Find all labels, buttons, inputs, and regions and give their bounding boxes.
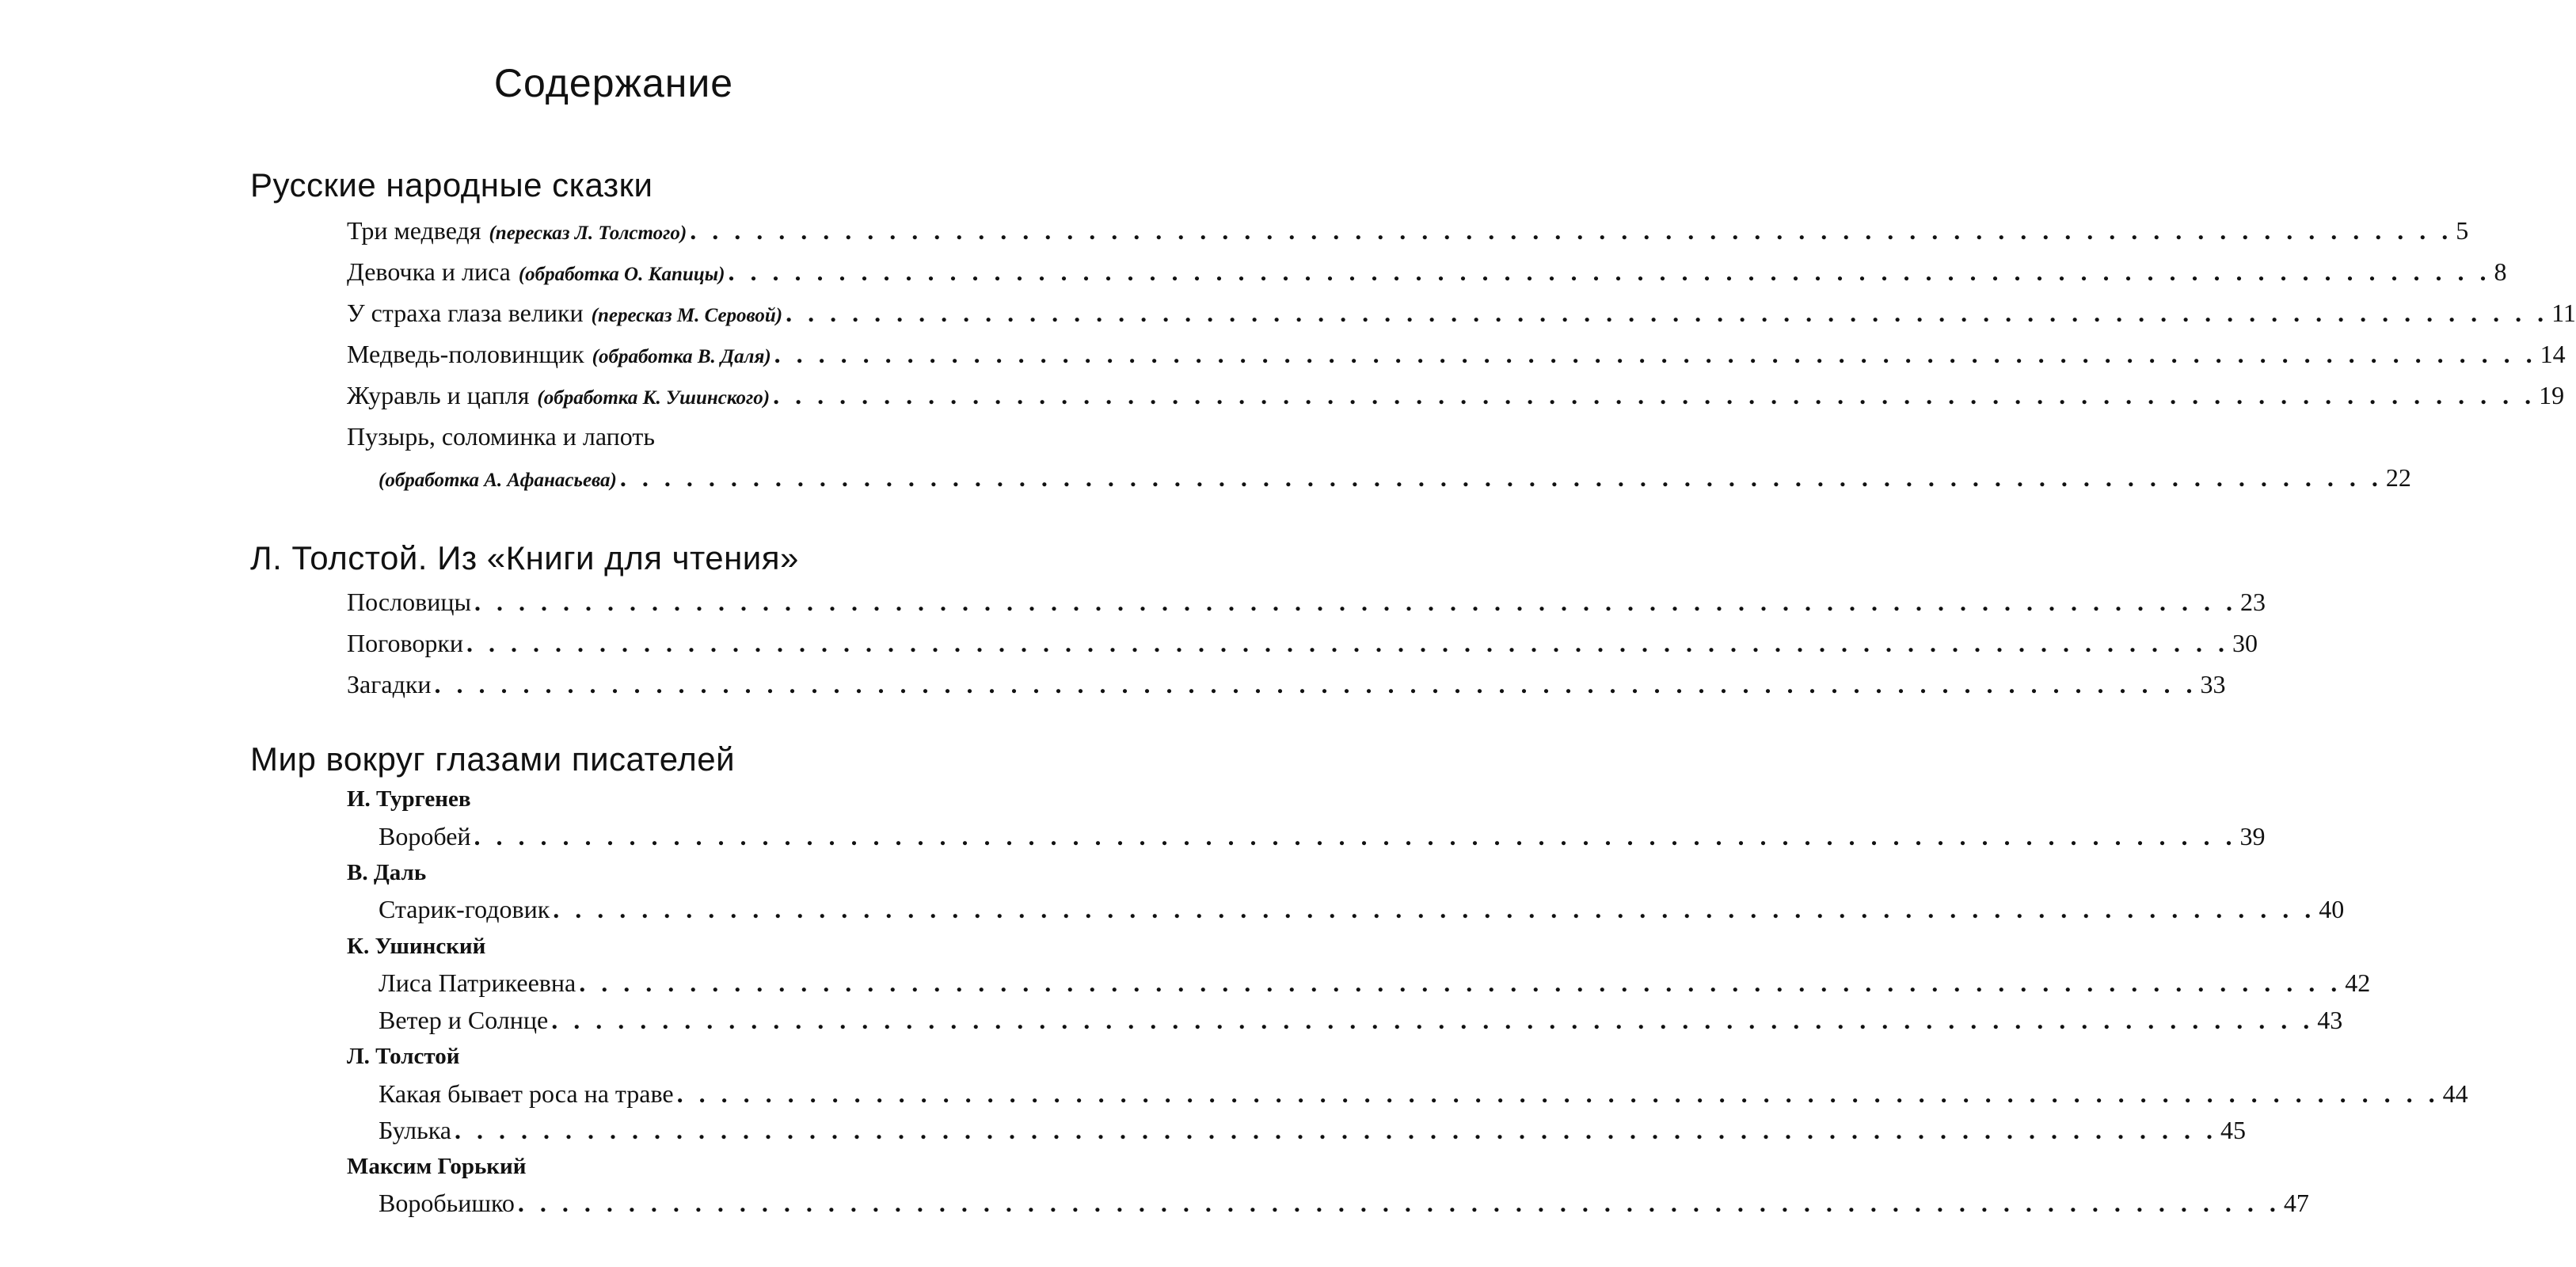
- entry-title: Пузырь, соломинка и лапоть: [347, 422, 655, 451]
- dot-leader: . . . . . . . . . . . . . . . . . . . . . . . . . . . . . . . . . . . . . . . . . . . . . . . . . . . . . . . . . . . . . . . . . . . . . . . . . . . . . . . .: [786, 299, 2549, 327]
- dot-leader: . . . . . . . . . . . . . . . . . . . . . . . . . . . . . . . . . . . . . . . . . . . . . . . . . . . . . . . . . . . . . . . . . . . . . . . . . . . . . . . .: [474, 822, 2237, 850]
- page-number: 19: [2539, 381, 2565, 409]
- dot-leader: . . . . . . . . . . . . . . . . . . . . . . . . . . . . . . . . . . . . . . . . . . . . . . . . . . . . . . . . . . . . . . . . . . . . . . . . . . . . . . . .: [676, 1079, 2440, 1108]
- dot-leader: . . . . . . . . . . . . . . . . . . . . . . . . . . . . . . . . . . . . . . . . . . . . . . . . . . . . . . . . . . . . . . . . . . . . . . . . . . . . . . . .: [466, 629, 2229, 657]
- dot-leader: . . . . . . . . . . . . . . . . . . . . . . . . . . . . . . . . . . . . . . . . . . . . . . . . . . . . . . . . . . . . . . . . . . . . . . . . . . . . . . . .: [551, 1006, 2315, 1034]
- entry-title: Булька: [379, 1116, 451, 1144]
- toc-entry[interactable]: [347, 378, 2565, 413]
- page-number: 30: [2232, 629, 2258, 657]
- page-title: Содержание: [493, 61, 734, 105]
- page-number: 14: [2540, 340, 2566, 368]
- page-number: 22: [2385, 463, 2411, 492]
- entry-title: Девочка и лиса: [347, 257, 511, 286]
- dot-leader: . . . . . . . . . . . . . . . . . . . . . . . . . . . . . . . . . . . . . . . . . . . . . . . . . . . . . . . . . . . . . . . . . . . . . . . . . . . . . . . .: [728, 257, 2491, 286]
- page-number: 47: [2283, 1189, 2309, 1217]
- toc-entry[interactable]: [347, 254, 2507, 289]
- entry-title: Ветер и Солнце: [379, 1006, 549, 1034]
- toc-entry[interactable]: [379, 1113, 2246, 1147]
- entry-note: (пересказ М. Серовой): [591, 305, 783, 326]
- section-heading: Мир вокруг глазами писателей: [250, 740, 736, 778]
- entry-note: (обработка О. Капицы): [518, 264, 725, 285]
- entry-title: Медведь-половинщик: [347, 340, 584, 368]
- entry-title: Пословицы: [347, 588, 471, 616]
- toc-entry[interactable]: [347, 295, 2576, 330]
- toc-entry[interactable]: [347, 584, 2266, 619]
- entry-title: Воробей: [379, 822, 471, 850]
- entry-title: Поговорки: [347, 629, 463, 657]
- dot-leader: . . . . . . . . . . . . . . . . . . . . . . . . . . . . . . . . . . . . . . . . . . . . . . . . . . . . . . . . . . . . . . . . . . . . . . . . . . . . . . . .: [434, 670, 2197, 698]
- dot-leader: . . . . . . . . . . . . . . . . . . . . . . . . . . . . . . . . . . . . . . . . . . . . . . . . . . . . . . . . . . . . . . . . . . . . . . . . . . . . . . . .: [619, 463, 2383, 492]
- section-heading: Русские народные сказки: [250, 166, 653, 204]
- entry-title: Лиса Патрикеевна: [379, 968, 576, 997]
- entry-note: (пересказ Л. Толстого): [489, 223, 687, 244]
- toc-entry[interactable]: [379, 460, 2411, 495]
- page-number: 5: [2456, 216, 2469, 245]
- dot-leader: . . . . . . . . . . . . . . . . . . . . . . . . . . . . . . . . . . . . . . . . . . . . . . . . . . . . . . . . . . . . . . . . . . . . . . . . . . . . . . . .: [474, 588, 2237, 616]
- dot-leader: . . . . . . . . . . . . . . . . . . . . . . . . . . . . . . . . . . . . . . . . . . . . . . . . . . . . . . . . . . . . . . . . . . . . . . . . . . . . . . . .: [774, 340, 2537, 368]
- page-number: 42: [2345, 968, 2371, 997]
- page-number: 43: [2317, 1006, 2343, 1034]
- toc-entry[interactable]: [379, 1076, 2468, 1111]
- section-heading: Л. Толстой. Из «Книги для чтения»: [250, 539, 799, 576]
- author-name: В. Даль: [347, 860, 427, 885]
- toc-entry[interactable]: [379, 819, 2266, 854]
- toc-entry[interactable]: [347, 667, 2226, 702]
- page-number: 44: [2442, 1079, 2468, 1108]
- toc-entry[interactable]: [347, 213, 2469, 248]
- dot-leader: . . . . . . . . . . . . . . . . . . . . . . . . . . . . . . . . . . . . . . . . . . . . . . . . . . . . . . . . . . . . . . . . . . . . . . . . . . . . . . . .: [455, 1116, 2217, 1144]
- page-number: 33: [2200, 670, 2226, 698]
- toc-entry[interactable]: [379, 965, 2371, 1000]
- page-number: 45: [2220, 1116, 2246, 1144]
- page-number: 40: [2319, 895, 2345, 923]
- entry-title: Воробьишко: [379, 1189, 515, 1217]
- page-number: 39: [2239, 822, 2266, 850]
- entry-title: У страха глаза велики: [347, 299, 584, 327]
- dot-leader: . . . . . . . . . . . . . . . . . . . . . . . . . . . . . . . . . . . . . . . . . . . . . . . . . . . . . . . . . . . . . . . . . . . . . . . . . . . . . . . .: [553, 895, 2316, 923]
- dot-leader: . . . . . . . . . . . . . . . . . . . . . . . . . . . . . . . . . . . . . . . . . . . . . . . . . . . . . . . . . . . . . . . . . . . . . . . . . . . . . . . .: [773, 381, 2536, 409]
- entry-title: Старик-годовик: [379, 895, 550, 923]
- author-name: К. Ушинский: [347, 934, 486, 959]
- entry-title: Загадки: [347, 670, 432, 698]
- dot-leader: . . . . . . . . . . . . . . . . . . . . . . . . . . . . . . . . . . . . . . . . . . . . . . . . . . . . . . . . . . . . . . . . . . . . . . . . . . . . . . . .: [517, 1189, 2281, 1217]
- page-number: 23: [2239, 588, 2266, 616]
- author-name: Максим Горький: [347, 1154, 527, 1179]
- entry-note: (обработка К. Ушинского): [537, 387, 771, 409]
- toc-entry[interactable]: [379, 1003, 2343, 1037]
- page-number: 11: [2551, 299, 2576, 327]
- entry-note: (обработка В. Даля): [592, 346, 771, 367]
- toc-entry[interactable]: [379, 892, 2345, 926]
- toc-entry[interactable]: [379, 1185, 2309, 1220]
- toc-entry: [347, 419, 655, 454]
- entry-title: Три медведя: [347, 216, 481, 245]
- dot-leader: . . . . . . . . . . . . . . . . . . . . . . . . . . . . . . . . . . . . . . . . . . . . . . . . . . . . . . . . . . . . . . . . . . . . . . . . . . . . . . . .: [690, 216, 2453, 245]
- author-name: Л. Толстой: [347, 1044, 460, 1069]
- page-number: 8: [2494, 257, 2507, 286]
- toc-entry[interactable]: [347, 337, 2566, 371]
- entry-note: (обработка А. Афанасьева): [379, 470, 617, 491]
- toc-entry[interactable]: [347, 626, 2258, 660]
- dot-leader: . . . . . . . . . . . . . . . . . . . . . . . . . . . . . . . . . . . . . . . . . . . . . . . . . . . . . . . . . . . . . . . . . . . . . . . . . . . . . . . .: [579, 968, 2342, 997]
- entry-title: Какая бывает роса на траве: [379, 1079, 674, 1108]
- author-name: И. Тургенев: [347, 786, 471, 812]
- entry-title: Журавль и цапля: [347, 381, 530, 409]
